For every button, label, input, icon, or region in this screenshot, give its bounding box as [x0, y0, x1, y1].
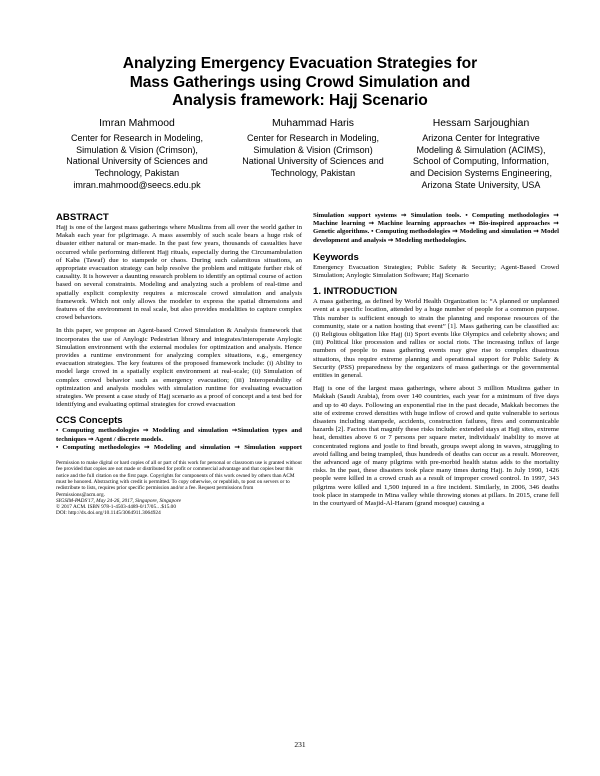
abstract-heading: ABSTRACT: [56, 212, 109, 223]
affiliation-line: and Decision Systems Engineering,: [409, 168, 553, 179]
author-email[interactable]: imran.mahmood@seecs.edu.pk: [73, 179, 201, 190]
keywords-text: Emergency Evacuation Strategies; Public Safety & Security; Agent-Based Crowd Simulation; Anylogic Simulation Software; Hajj Scenario: [313, 263, 559, 280]
ccs-heading: CCS Concepts: [56, 415, 123, 427]
affiliation-line: Simulation & Vision (Crimson): [253, 144, 373, 155]
ccs-concepts-continued: [313, 212, 559, 245]
affiliation-line: Technology, Pakistan: [94, 168, 180, 179]
affiliation-line: Simulation & Vision (Crimson),: [76, 144, 198, 155]
author-block-3: [396, 118, 566, 192]
introduction-heading: 1. INTRODUCTION: [313, 286, 398, 298]
affiliation-line: Modeling & Simulation (ACIMS),: [416, 144, 546, 155]
permission-text: Permission to make digital or hard copies of all or part of this work for personal or classroom use is granted without fee provided that copies are not made or distributed for profit or commercial advantage and that copies bear this notice and the full citation on the first page. Copyrights for components of this work owned by others than ACM must be honored. Abstracting with credit is permitted. To copy otherwise, or republish, to post on servers or to redistribute to lists, requires prior specific permission and/or a fee. Request permissions from Permissions@acm.org.: [56, 460, 302, 498]
keywords-heading: Keywords: [313, 251, 359, 263]
ccs-continued-text: Simulation support systems ➞ Simulation tools. • Computing methodologies ➞ Machine learning ➞ Machine learning approaches ➞ Bio-inspired approaches ➞ Genetic algorithms. • Computing methodologies ➞ Modeling and simulation ➞ Model development and analysis ➞ Modeling methodologies.: [313, 212, 559, 244]
page-number: 231: [294, 740, 306, 749]
affiliation-line: Arizona Center for Integrative: [422, 132, 540, 143]
abstract-paragraph-1: Hajj is one of the largest mass gatherings where Muslims from all over the world gather in Makah each year for pilgrimage. A mass assembly of such scale bears a huge risk of disaster either natural or man-made. In the past few years, thousands of casualties have occurred while performing different Hajj rituals, especially during the Circumambulation of Kaba (Tawaf) due to stampede or chaos. During such calamitous situations, an appropriate evacuation strategy can help resolve the problem and mitigate further risk of causality. It is however a daunting research problem to identify an optimal course of action based on several constraints. Modeling and analyzing such a problem of real-time and spatially explicit complexity requires a microscale crowd simulation and analysis framework. Which not only allows the modeler to express the spatial dimensions and features of the environment in real scale, but also provides modalities to capture complex crowd behaviors.: [56, 224, 302, 322]
abstract-paragraph-2: In this paper, we propose an Agent-based Crowd Simulation & Analysis framework that incorporates the use of Anylogic Pedestrian library and integrates/interoperate Anylogic Simulation environment with the external modules for optimization and analysis. Hence provides a runtime environment for analyzing complex situations, e.g., emergency evacuation strategies. The key features of the proposed framework include: (i) Ability to model large crowd in a spatially explicit environment at real-scale; (ii) Simulation of complex crowd behavior such as emergency evacuation; (iii) Interoperability of optimization and analysis modules with simulation runtime for evaluating evacuation strategies. We present a case study of Hajj scenario as a proof of concept and a test bed for identifying and evaluating optimal strategies for crowd evacuation: [56, 327, 302, 409]
title-line-3: Analysis framework: Hajj Scenario: [172, 92, 428, 109]
doi-link[interactable]: DOI: http://dx.doi.org/10.1145/3064911.3064924: [56, 510, 161, 517]
paper-title: [60, 55, 540, 111]
ccs-line-1: • Computing methodologies ➞ Modeling and simulation ➞Simulation types and techniques ➞ Agent / discrete models.: [56, 427, 302, 443]
copyright: © 2017 ACM. ISBN 978-1-4503-4489-0/17/05…$15.00: [56, 504, 176, 511]
author-affiliation: [396, 133, 566, 192]
affiliation-line: Arizona State University, USA: [421, 179, 541, 190]
affiliation-line: Technology, Pakistan: [270, 168, 356, 179]
left-column: [56, 212, 302, 517]
author-name: Muhammad Haris: [272, 118, 354, 129]
author-name: Imran Mahmood: [99, 118, 175, 129]
intro-paragraph-1: A mass gathering, as defined by World Health Organization is: “A planned or unplanned event at a specific location, attended by a huge number of people for a common purpose. This number is sufficient enough to strain the planning and response resources of the community, state or a nation hosting that event” [1]. Mass gathering can be classified as: (i) Religious obligation like Hajj (ii) Sport events like Olympics and celebrity shows; and (iii) Political like procession and rallies or social riots. The increasing influx of large numbers of people to mass gathering events may give rise to complex disastrous situations, thus require extreme planning and operational support for Public Safety & Security (PSS) preparedness by the organizers of mass gatherings or the governmental entities in general.: [313, 298, 559, 380]
permission-notice: [56, 460, 302, 517]
affiliation-line: School of Computing, Information,: [412, 156, 550, 167]
author-block-2: [228, 118, 398, 180]
author-block-1: [52, 118, 222, 192]
affiliation-line: Center for Research in Modeling,: [246, 132, 380, 143]
affiliation-line: National University of Sciences and: [242, 156, 384, 167]
author-name: Hessam Sarjoughian: [432, 118, 530, 129]
ccs-concepts: [56, 427, 302, 452]
ccs-line-2: • Computing methodologies ➞ Modeling and simulation ➞ Simulation support: [56, 443, 302, 451]
title-line-2: Mass Gatherings using Crowd Simulation and: [129, 73, 471, 91]
author-affiliation: [228, 133, 398, 180]
right-column: [313, 212, 559, 513]
venue-text: SIGSIM-PADS'17, May 24-26, 2017, Singapore, Singapore: [56, 497, 181, 504]
title-line-1: Analyzing Emergency Evacuation Strategies for: [122, 55, 478, 72]
author-affiliation: [52, 133, 222, 192]
affiliation-line: National University of Sciences and: [66, 156, 208, 167]
intro-paragraph-2: Hajj is one of the largest mass gatherings, where about 3 million Muslims gather in Makkah (Saudi Arabia), from over 140 countries, each year for a minimum of five days and up to 40 days. Following an exponential rise in the past decade, Makkah becomes the site of extreme crowd densities with huge inflow of crowd and quite vulnerable to serious disasters including stampede, accidents, construction failures, fires and communicable hazards [2]. Factors that magnify these risks include: extended stays at Hajj sites, extreme heat, densities above 6 or 7 persons per square meter, individuals' inability to move at concentrated regions and jostle to find breath, groups swept along in waves, struggling to avoid falling and being trampled, thus hundreds of deaths can occur as a result. Moreover, the advanced age of many pilgrims with pre-morbid health status adds to the mortality risks. In the past, these disasters took place many times during Hajj. In July 1990, 1426 people were killed in a crowd crush as a result of improper crowd control. In 1997, 343 pilgrims were killed and 1,500 injured in a fire incident. Similarly, in 2006, 346 deaths took place in stampede in Mina valley while throwing stones at pillars. In 2015, crane fell in the courtyard of Masjid-Al-Haram (grand mosque) causing a: [313, 385, 559, 508]
affiliation-line: Center for Research in Modeling,: [70, 132, 204, 143]
